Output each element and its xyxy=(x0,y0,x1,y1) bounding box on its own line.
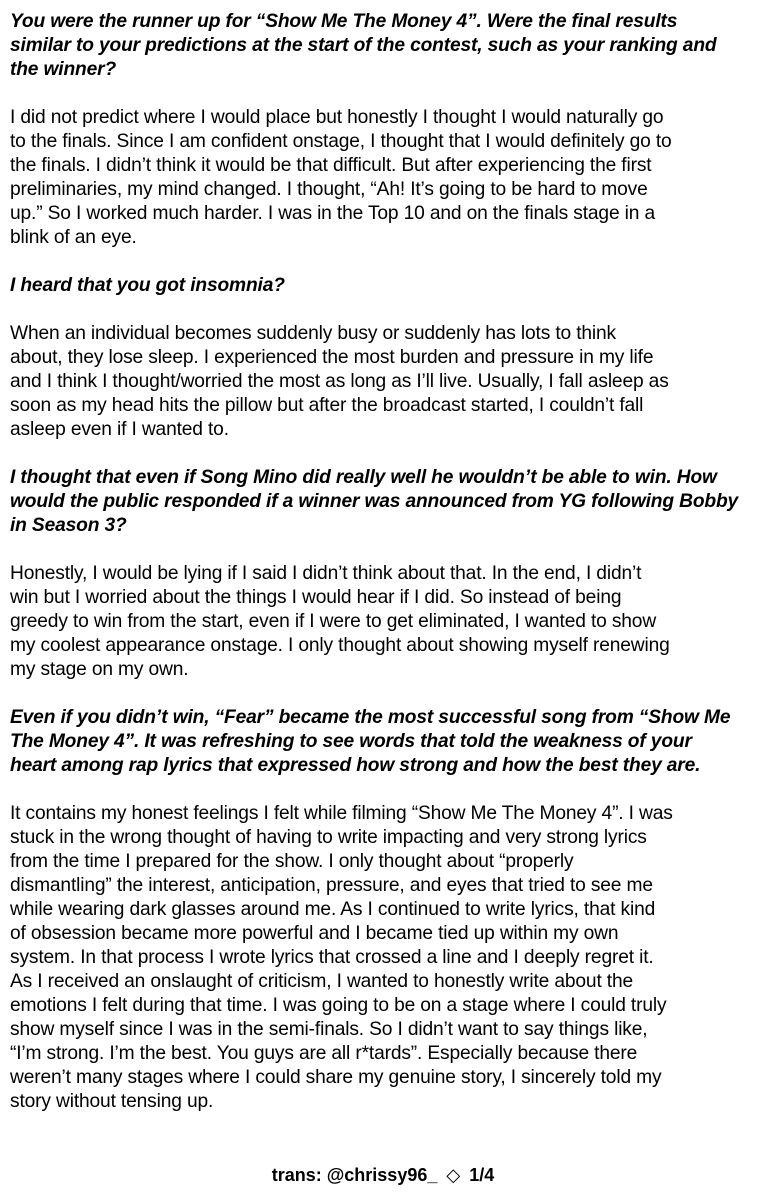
interview-question: I thought that even if Song Mino did really well he wouldn’t be able to win. How would the public responded if a winner was announced from YG following Bobby in Season 3? xyxy=(10,467,739,536)
interview-answer: It contains my honest feelings I felt while filming “Show Me The Money 4”. I was stuck in the wrong thought of having to write impacting and very strong lyrics from the time I prepared for the show. I only thought about “properly dismantling” the interest, anticipation, pressure, and eyes that tried to see me while wearing dark glasses around me. As I continued to write lyrics, that kind of obsession became more powerful and I became tied up within my own system. In that process I wrote lyrics that crossed a line and I deeply regret it. As I received an onslaught of criticism, I wanted to honestly write about the emotions I felt during that time. I was going to be on a stage where I could truly show myself since I was in the semi-finals. So I didn’t want to say things like, “I’m strong. I’m the best. You guys are all r*tards”. Especially because there weren’t many stages where I could share my genuine story, I sincerely told my story without tensing up. xyxy=(10,803,673,1112)
interview-question: You were the runner up for “Show Me The Money 4”. Were the final results similar to your predictions at the start of the contest, such as your ranking and the winner? xyxy=(10,11,717,80)
translator-footer xyxy=(0,1163,766,1187)
diamond-separator-icon: ◇ xyxy=(446,1165,461,1185)
interview-question: I heard that you got insomnia? xyxy=(10,275,285,296)
interview-answer: I did not predict where I would place but honestly I thought I would naturally go to the finals. Since I am confident onstage, I thought that I would definitely go to the finals. I didn’t think it would be that difficult. But after experiencing the first preliminaries, my mind changed. I thought, “Ah! It’s going to be hard to move up.” So I worked much harder. I was in the Top 10 and on the finals stage in a blink of an eye. xyxy=(10,107,672,248)
interview-answer: When an individual becomes suddenly busy or suddenly has lots to think about, they lose sleep. I experienced the most burden and pressure in my life and I think I thought/worried the most as long as I’ll live. Usually, I fall asleep as soon as my head hits the pillow but after the broadcast started, I couldn’t fall asleep even if I wanted to. xyxy=(10,323,669,440)
page-number: 1/4 xyxy=(469,1165,495,1185)
translator-credit: trans: @chrissy96_ xyxy=(271,1165,438,1185)
document-body xyxy=(10,10,760,1138)
interview-question: Even if you didn’t win, “Fear” became the most successful song from “Show Me The Money 4”. It was refreshing to see words that told the weakness of your heart among rap lyrics that expressed how strong and how the best they are. xyxy=(10,707,731,776)
interview-answer: Honestly, I would be lying if I said I didn’t think about that. In the end, I didn’t win but I worried about the things I would hear if I did. So instead of being greedy to win from the start, even if I were to get eliminated, I wanted to show my coolest appearance onstage. I only thought about showing myself renewing my stage on my own. xyxy=(10,563,670,680)
